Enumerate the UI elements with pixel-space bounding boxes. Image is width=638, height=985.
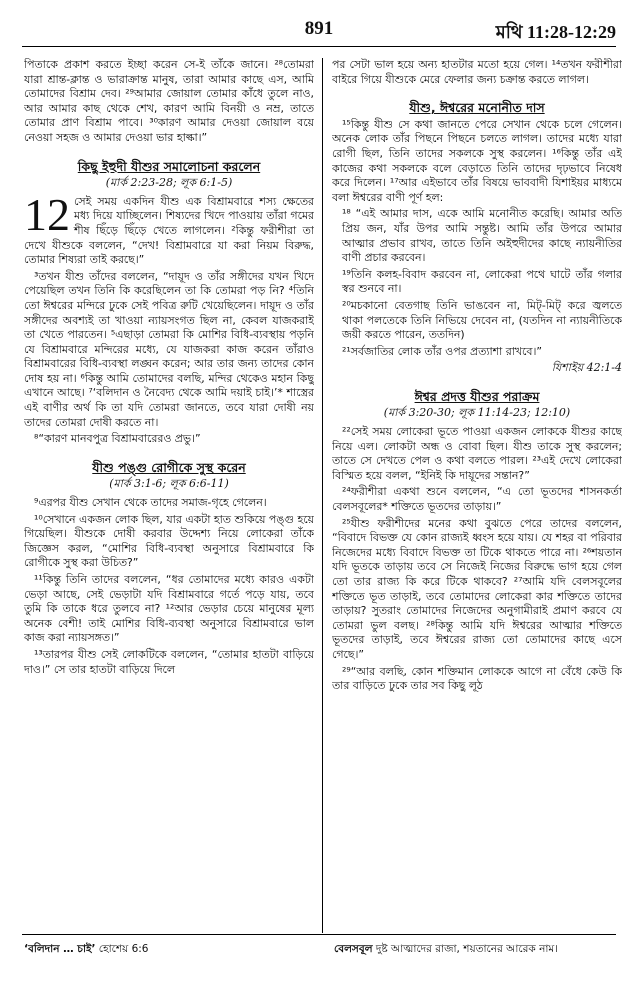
section-reference: (মার্ক 2:23-28; লূক 6:1-5) [105,176,233,190]
poetry-line: ²⁰মচকানো বেতগাছ তিনি ভাঙবেন না, মিট্‌-মিট্‌ করে জ্বলতে থাকা পলতেকে তিনি নিভিয়ে দেবেন না, (যতদিন না ন্যায়নীতিকে জয়ী করতে পারেন, ততদিন) [342,298,622,342]
column-divider [322,58,323,933]
paragraph: পিতাকে প্রকাশ করতে ইচ্ছা করেন সে-ই তাঁকে জানে। ²⁸তোমরা যারা শ্রান্ত-ক্লান্ত ও ভারাক্রান্ত মানুষ, তারা আমার কাছে এস, আমি তোমাদের বিশ্রাম দেব। ²⁹আমার জোয়াল তোমার কাঁধে তুলে নাও, আর আমার কাছ থেকে শেখ, কারণ আমি বিনয়ী ও নম্র, তাতে তোমার প্রাণ বিশ্রাম পাবে। ³⁰কারণ আমার দেওয়া জোয়াল বয়ে নেওয়া সহজ ও আমার দেওয়া ভার হাল্কা।” [24,58,314,144]
footnote-text: দুষ্ট আত্মাদের রাজা, শয়তানের আরেক নাম। [372,943,558,955]
paragraph: ³তখন যীশু তাঁদের বললেন, “দায়ূদ ও তাঁর সঙ্গীদের যখন খিদে পেয়েছিল তখন তিনি কি করেছিলেন তা কি তোমরা পড় নি? ⁴তিনি তো ঈশ্বরের মন্দিরে ঢুকে সেই পবিত্র রুটি খেয়েছিলেন। দায়ূদ ও তাঁর সঙ্গীদের অবশ্যই তা খাওয়া ন্যায়সংগত ছিল না, কেবল যাজকরাই তা খেতে পারতেন। ⁵এছাড়া তোমরা কি মোশির বিধি-ব্যবস্থায় পড়নি যে বিশ্রামবারে মন্দিরের মধ্যে, যে যাজকরা কাজ করেন তাঁরাও বিশ্রামবারের বিধি-ব্যবস্থা লঙ্ঘন করেন; আর তার জন্য তাদের কোন দোষ হয় না। ⁶কিন্তু আমি তোমাদের বলছি, মন্দির থেকেও মহান কিছু এখানে আছে। ⁷‘বলিদান ও নৈবেদ্য থেকে আমি দয়াই চাই।’* শাস্ত্রের এই বাণীর অর্থ কি তা যদি তোমরা জানতে, তবে যারা দোষী নয় তাদের তোমরা দোষী করতে না। [24,269,314,429]
book-reference: মথি 11:28-12:29 [495,22,616,42]
section-heading: কিছু ইহুদী যীশুর সমালোচনা করলেন [77,158,261,174]
footnote-term: বেলসবূল [334,943,373,955]
footnote-term: ‘বলিদান … চাই’ [24,943,96,955]
footnote-right [334,942,558,959]
scripture-citation: যিশাইয় 42:1-4 [551,361,622,375]
paragraph: ¹¹কিন্তু তিনি তাদের বললেন, “ধর তোমাদের মধ্যে কারও একটা ভেড়া আছে, সেই ভেড়াটা যদি বিশ্রামবারে গর্তে পড়ে যায়, তবে তুমি কি তাকে ধরে তুলবে না? ¹²আর ভেড়ার চেয়ে মানুষের মূল্য অনেক বেশী! তাই মোশির বিধি-ব্যবস্থা অনুসারে বিশ্রামবারে ভাল কাজ করা ন্যায়সঙ্গত।” [24,573,314,645]
header-divider [22,46,616,47]
poetry-line: ²¹সর্বজাতির লোক তাঁর ওপর প্রত্যাশা রাখবে।” [342,344,542,358]
paragraph: ⁸“কারণ মানবপুত্র বিশ্রামবারেরও প্রভু।” [34,432,201,446]
footer-divider [22,934,616,935]
paragraph: ²⁴ফরীশীরা একথা শুনে বললেন, “এ তো ভূতদের শাসনকর্তা বেলসবূলের* শক্তিতে ভূতদের তাড়ায়।” [332,485,622,514]
right-column [332,58,622,930]
paragraph: ²⁵যীশু ফরীশীদের মনের কথা বুঝতে পেরে তাদের বললেন, “বিবাদে বিভক্ত যে কোন রাজ্যই ধ্বংস হয়ে যায়। যে শহর বা পরিবার নিজেদের মধ্যে বিবাদে বিভক্ত তা টিকে থাকতে পারে না। ²⁶শয়তান যদি ভূতকে তাড়ায় তবে সে নিজেই নিজের বিরুদ্ধে ভাগ হয়ে গেল তো তার রাজ্য কি করে টিকে থাকবে? ²⁷আমি যদি বেলসবূলের শক্তিতে ভূত তাড়াই, তবে তোমাদের লোকেরা কার শক্তিতে তাদের তাড়ায়? সুতরাং তোমাদের নিজেদের অনুগামীরাই প্রমাণ করবে যে তোমরা ভুল বলছ। ²⁸কিন্তু আমি যদি ঈশ্বরের আত্মার শক্তিতে ভূতদের তাড়াই, তবে ঈশ্বরের রাজ্য তো তোমাদের কাছে এসে গেছে।” [332,516,622,661]
section-heading: যীশু পঙ্গু রোগীকে সুস্থ করেন [92,459,246,475]
paragraph: ²²সেই সময় লোকেরা ভূতে পাওয়া একজন লোককে যীশুর কাছে নিয়ে এল। লোকটা অন্ধ ও বোবা ছিল। যীশু তাকে সুস্থ করলেন; তাতে সে দেখতে পেল ও কথা বলতে পারল। ²³এই দেখে লোকেরা বিস্মিত হয়ে বলল, “ইনিই কি দায়ূদের সন্তান?” [332,425,622,482]
paragraph [24,188,314,268]
left-column [24,58,314,930]
section-heading: যীশু, ঈশ্বরের মনোনীত দাস [409,100,545,116]
page-header [0,0,638,48]
paragraph: ⁹এরপর যীশু সেখান থেকে তাদের সমাজ-গৃহে গেলেন। [34,496,267,510]
paragraph: ¹⁰সেখানে একজন লোক ছিল, যার একটা হাত শুকিয়ে পঙ্গু হয়ে গিয়েছিল। যীশুকে দোষী করবার উদ্দেশ্য নিয়ে লোকেরা তাঁকে জিজ্ঞেস করল, “মোশির বিধি-ব্যবস্থা অনুসারে বিশ্রামবারে কি রোগীকে সুস্থ করা উচিত?” [24,512,314,570]
footnotes [22,934,616,974]
poetry-line: ¹⁸ “এই আমার দাস, একে আমি মনোনীত করেছি। আমার অতি প্রিয় জন, যাঁর উপর আমি সন্তুষ্ট। আমি তাঁর উপরে আমার আত্মার প্রভাব রাখব, তাতে তিনি অইহুদীদের কাছে ন্যায়নীতির বাণী প্রচার করবেন। [342,207,622,265]
paragraph: পর সেটা ভাল হয়ে অন্য হাতটার মতো হয়ে গেল। ¹⁴তখন ফরীশীরা বাইরে গিয়ে যীশুকে মেরে ফেলার জন্য চক্রান্ত করতে লাগল। [332,58,622,86]
chapter-number: 12 [24,188,70,240]
footnote-left [24,942,148,959]
footnote-text: হোশেয় 6:6 [95,943,149,955]
section-reference: (মার্ক 3:1-6; লূক 6:6-11) [109,477,229,491]
paragraph: ¹⁵কিন্তু যীশু সে কথা জানতে পেরে সেখান থেকে চলে গেলেন। অনেক লোক তাঁর পিছনে পিছনে চলতে লাগল। তাদের মধ্যে যারা রোগী ছিল, তিনি তাদের সকলকে সুস্থ করলেন। ¹⁶কিন্তু তাঁর এই কাজের কথা সকলকে বলে বেড়াতে তিনি তাদের দৃঢ়ভাবে নিষেধ করে দিলেন। ¹⁷আর এইভাবে তাঁর বিষয়ে ভাববাদী যিশাইয়র মাধ্যমে বলা ঈশ্বরের বাণী পূর্ণ হল: [332,117,622,204]
paragraph-text: সেই সময় একদিন যীশু এক বিশ্রামবারে শস্য ক্ষেতের মধ্য দিয়ে যাচ্ছিলেন। শিষ্যদের খিদে পাওয়ায় তাঁরা গমের শীষ ছিঁড়ে ছিঁড়ে খেতে লাগলেন। ²কিন্তু ফরীশীরা তা দেখে যীশুকে বললেন, “দেখ! বিশ্রামবারে যা করা নিয়ম বিরুদ্ধ, তোমার শিষ্যরা তাই করছে।” [24,194,314,267]
paragraph: ¹³তারপর যীশু সেই লোকটিকে বললেন, “তোমার হাতটা বাড়িয়ে দাও।” সে তার হাতটা বাড়িয়ে দিলে [24,647,314,676]
page-number: 891 [304,18,334,39]
paragraph: ²⁹“আর বলছি, কোন শক্তিমান লোককে আগে না বেঁধে কেউ কি তার বাড়িতে ঢুকে তার সব কিছু লূঠ [332,664,622,693]
section-reference: (মার্ক 3:20-30; লূক 11:14-23; 12:10) [383,406,571,420]
poetry-line: ¹⁹তিনি কলহ-বিবাদ করবেন না, লোকেরা পথে ঘাটে তাঁর গলার স্বর শুনবে না। [342,267,622,296]
section-heading: ঈশ্বর প্রদত্ত যীশুর পরাক্রম [414,388,540,404]
